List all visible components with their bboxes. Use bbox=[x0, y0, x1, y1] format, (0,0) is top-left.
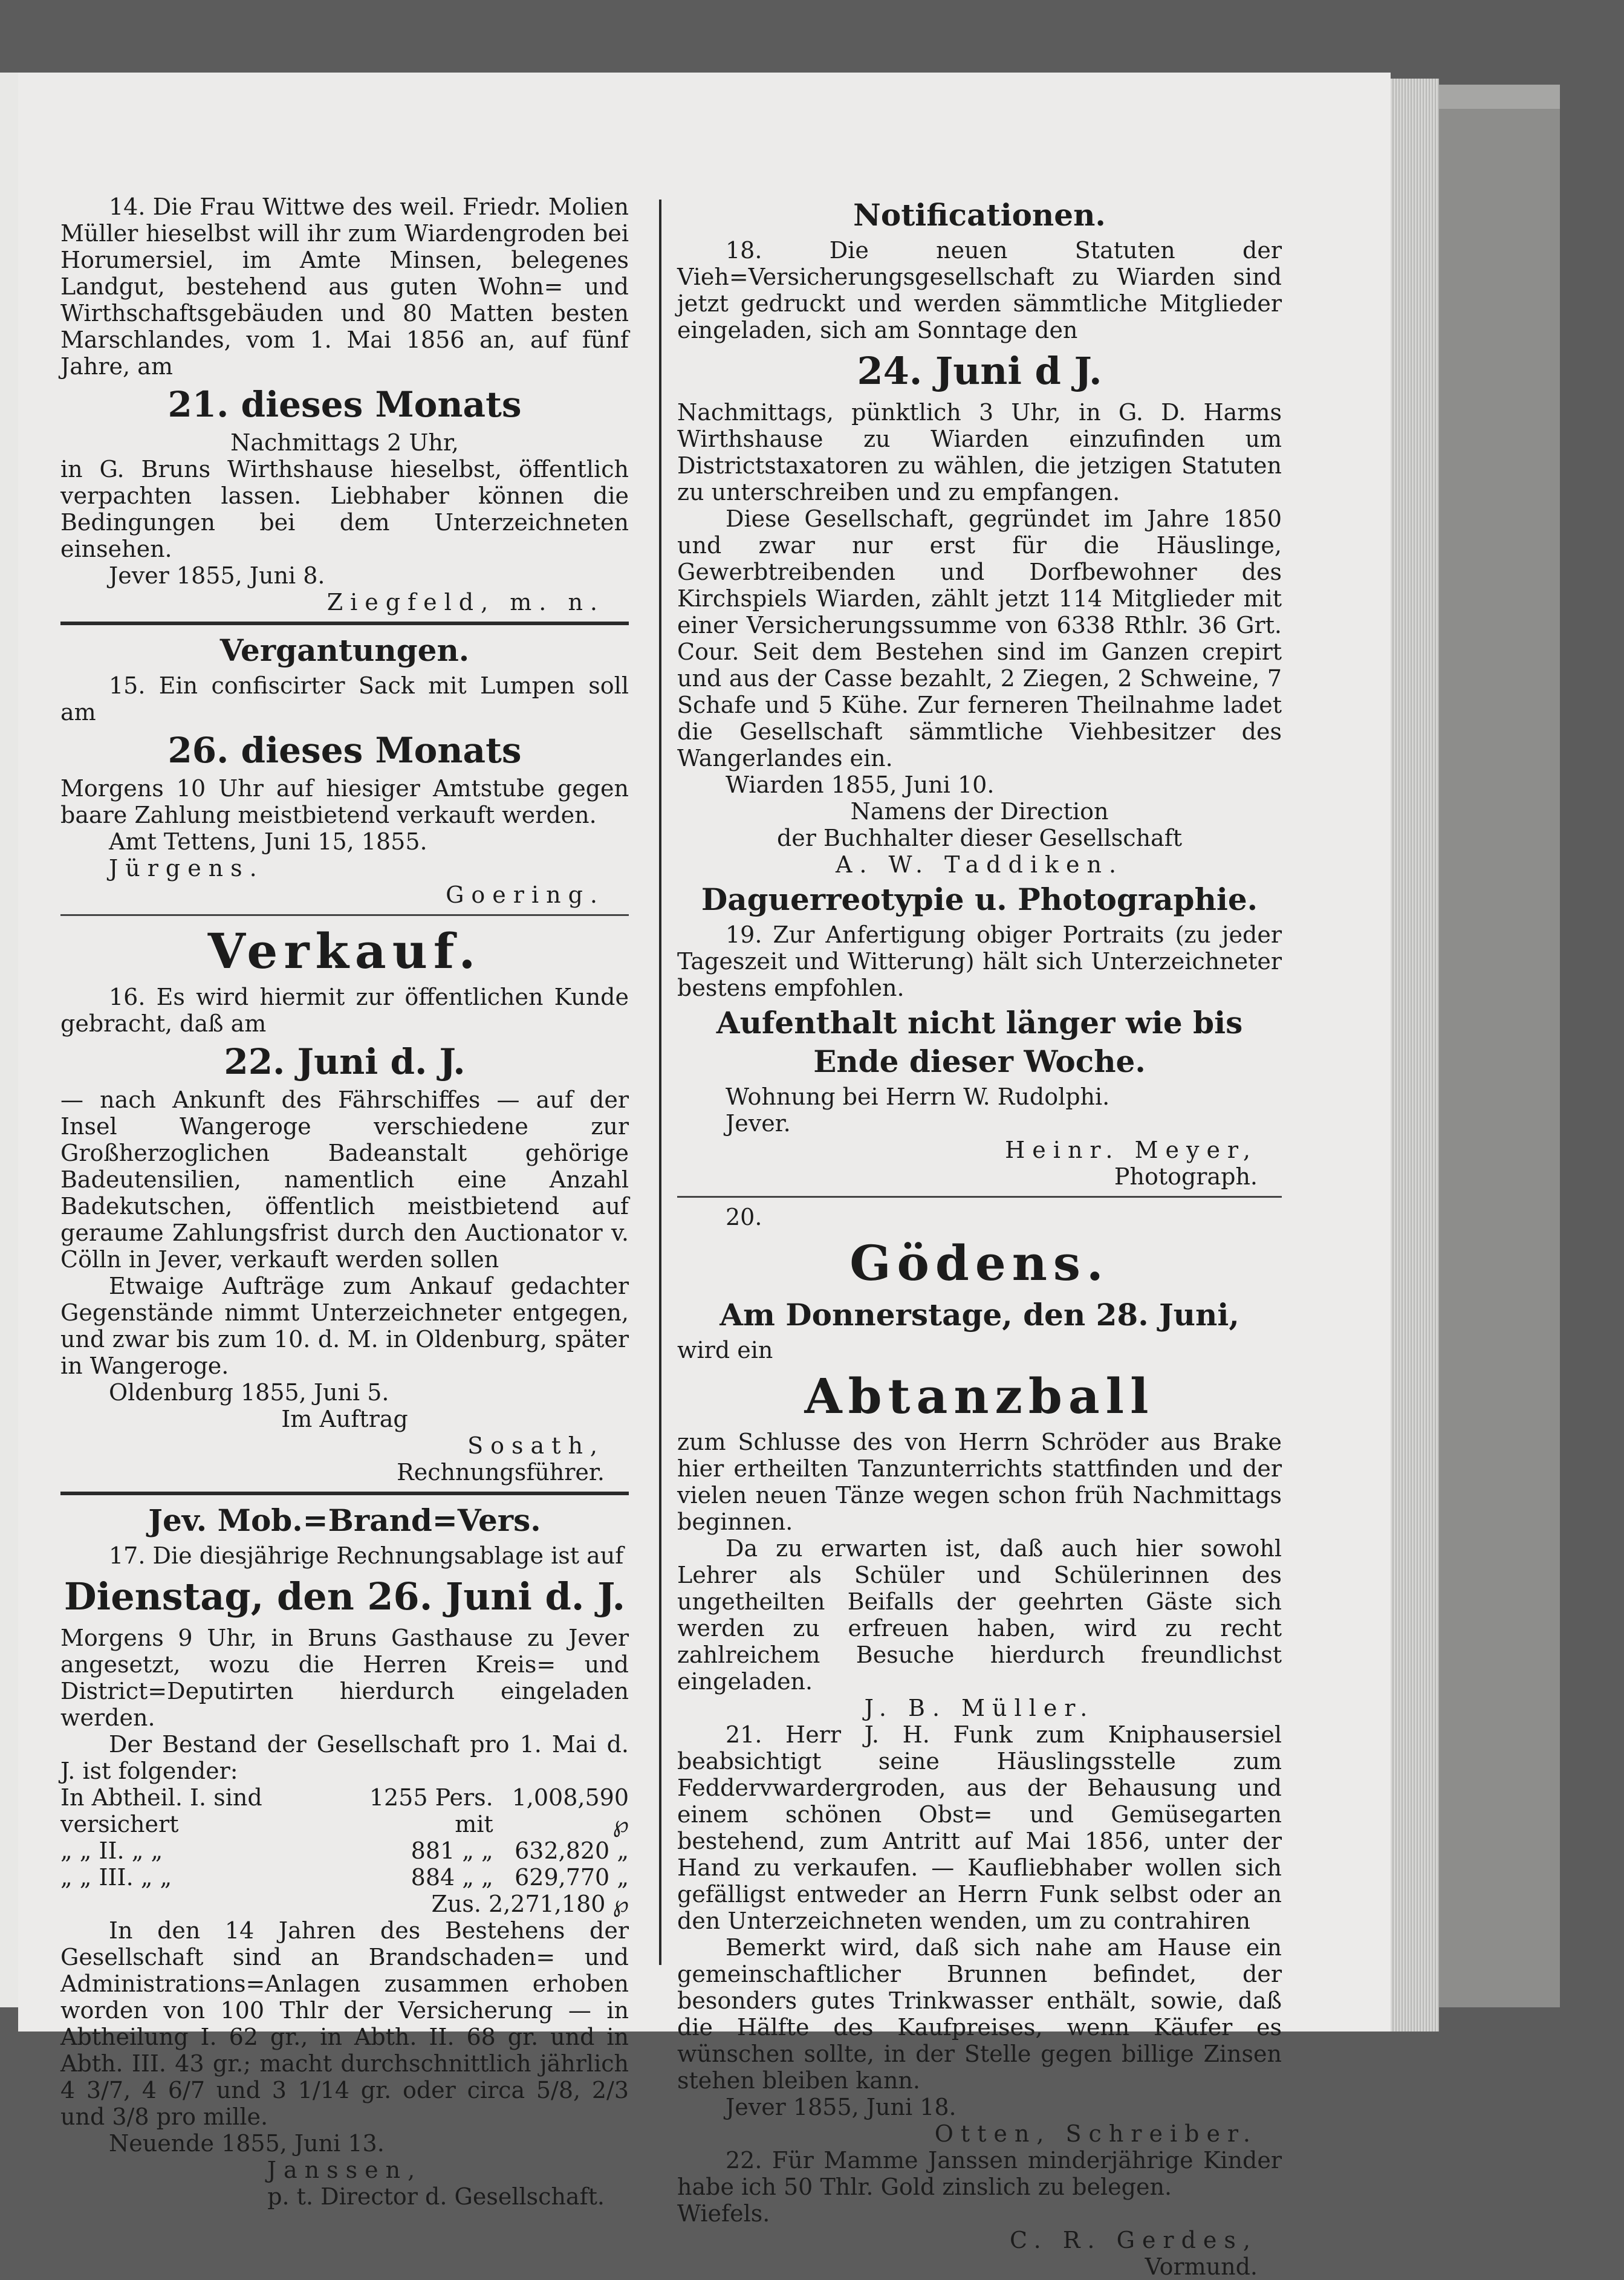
notice-22-place: Wiefels. bbox=[677, 2200, 770, 2227]
notice-15-text: 15. Ein confiscirter Sack mit Lumpen soll am bbox=[60, 672, 629, 726]
table-cell: 881 „ „ bbox=[411, 1837, 493, 1864]
table-cell: In Abtheil. I. sind versichert bbox=[60, 1784, 262, 1837]
left-column bbox=[60, 193, 629, 2210]
notice-19-address: Wohnung bei Herrn W. Rudolphi. bbox=[726, 1083, 1110, 1110]
notice-17-signature-1: Janssen, bbox=[267, 2157, 423, 2183]
insurance-table bbox=[60, 1784, 629, 1891]
notice-14-time: Nachmittags 2 Uhr, bbox=[230, 429, 459, 456]
notice-16-text3: Etwaige Aufträge zum Ankauf gedachter Gegenstände nimmt Unterzeichneter entgegen, und zwar bis zum 10. d. M. in Oldenburg, später in Wangeroge. bbox=[60, 1273, 629, 1379]
notice-17-text: 17. Die diesjährige Rechnungsablage ist auf bbox=[109, 1542, 624, 1569]
notice-14-signature: Ziegfeld, m. n. bbox=[326, 589, 605, 615]
notice-19-highlight: Aufenthalt nicht länger wie bis Ende dieser Woche. bbox=[716, 1005, 1243, 1079]
table-cell: „ „ II. „ „ bbox=[60, 1837, 163, 1864]
book-fore-edge bbox=[1391, 79, 1439, 2032]
notice-14-date: 21. dieses Monats bbox=[167, 384, 522, 425]
notice-18-signature-1: Namens der Direction bbox=[850, 798, 1109, 825]
notice-17-place: Neuende 1855, Juni 13. bbox=[109, 2130, 385, 2157]
notice-21-place: Jever 1855, Juni 18. bbox=[726, 2094, 957, 2120]
section-rule bbox=[677, 1196, 1282, 1198]
table-row bbox=[60, 1837, 629, 1864]
notice-18-text3: Diese Gesellschaft, gegründet im Jahre 1850 und zwar nur erst für die Häuslinge, Gewerbtreibenden und Dorfbewohner des Kirchspiels Wiarden, zählt jetzt 114 Mitglieder mit einer Versicherungssumme von 6338 Rthlr. 36 Grt. Cour. Seit dem Bestehen sind im Ganzen crepirt und aus der Casse bezahlt, 2 Ziegen, 2 Schweine, 7 Schafe und 5 Kühe. Zur ferneren Theilnahme ladet die Gesellschaft sämmtliche Viehbesitzer des Wangerlandes ein. bbox=[677, 505, 1282, 771]
notice-22-signature-2: Vormund. bbox=[1145, 2253, 1258, 2280]
notice-14-place: Jever 1855, Juni 8. bbox=[109, 562, 325, 589]
notice-19-text: 19. Zur Anfertigung obiger Portraits (zu jeder Tageszeit und Witterung) hält sich Unterzeichneter bestens empfohlen. bbox=[677, 921, 1282, 1001]
notice-18-signature-2: der Buchhalter dieser Gesellschaft bbox=[776, 825, 1183, 851]
notice-16-signature-3: Rechnungsführer. bbox=[397, 1459, 605, 1486]
notice-20-title: Gödens. bbox=[849, 1235, 1109, 1291]
notice-18-text2: Nachmittags, pünktlich 3 Uhr, in G. D. Harms Wirthshause zu Wiarden einzufinden um Districtstaxatoren zu wählen, die jetzigen Statuten zu unterschreiben und zu empfangen. bbox=[677, 399, 1282, 505]
notice-15-text2: Morgens 10 Uhr auf hiesiger Amtstube gegen baare Zahlung meistbietend verkauft werden. bbox=[60, 775, 629, 828]
notice-14-text: 14. Die Frau Wittwe des weil. Friedr. Molien Müller hieselbst will ihr zum Wiardengroden bei Horumersiel, im Amte Minsen, belegenes Landgut, bestehend aus guten Wohn= und Wirthschaftsgebäuden und 80 Matten besten Marschlandes, vom 1. Mai 1856 an, auf fünf Jahre, am bbox=[60, 193, 629, 380]
notice-16-signature-1: Im Auftrag bbox=[281, 1406, 408, 1432]
section-heading-notificationen: Notificationen. bbox=[853, 197, 1106, 233]
notice-20-pre: wird ein bbox=[677, 1337, 773, 1363]
notice-20-number: 20. bbox=[726, 1204, 762, 1230]
notice-20-text2: Da zu erwarten ist, daß auch hier sowohl Lehrer als Schüler und Schülerinnen des ungetheilten Beifalls der geehrten Gäste sich werden zu erfreuen haben, wird zu recht zahlreichem Besuche hierdurch freundlichst eingeladen. bbox=[677, 1535, 1282, 1695]
section-rule bbox=[60, 914, 629, 916]
notice-19-place: Jever. bbox=[726, 1110, 791, 1137]
notice-17-text4: In den 14 Jahren des Bestehens der Gesellschaft sind an Brandschaden= und Administrations=Anlagen zusammen erhoben worden von 100 Thlr der Versicherung — in Abtheilung I. 62 gr., in Abth. II. 68 gr. und in Abth. III. 43 gr.; macht durchschnittlich jährlich 4 3/7, 4 6/7 und 3 1/14 gr. oder circa 5/8, 2/3 und 3/8 pro mille. bbox=[60, 1917, 629, 2130]
left-page-edge bbox=[0, 73, 18, 2007]
section-rule bbox=[60, 1492, 629, 1495]
notice-15-signature-2: Goering. bbox=[446, 882, 605, 908]
column-divider bbox=[659, 200, 661, 1965]
notice-21-text2: Bemerkt wird, daß sich nahe am Hause ein gemeinschaftlicher Brunnen befindet, der besonders gutes Trinkwasser enthält, sowie, daß die Hälfte des Kaufpreises, wenn Käufer es wünschen sollte, in der Stelle gegen billige Zinsen stehen bleiben kann. bbox=[677, 1934, 1282, 2094]
notice-14-text2: in G. Bruns Wirthshause hieselbst, öffentlich verpachten lassen. Liebhaber können die Bedingungen bei dem Unterzeichneten einsehen. bbox=[60, 456, 629, 562]
table-cell: „ „ III. „ „ bbox=[60, 1864, 172, 1891]
notice-15-signature-1: Jürgens. bbox=[109, 855, 264, 882]
section-heading-verkauf: Verkauf. bbox=[207, 923, 482, 979]
notice-16-text: 16. Es wird hiermit zur öffentlichen Kunde gebracht, daß am bbox=[60, 984, 629, 1037]
notice-18-date: 24. Juni d J. bbox=[857, 349, 1102, 393]
notice-20-signature: J. B. Müller. bbox=[864, 1695, 1095, 1721]
book-cover-spine bbox=[1439, 85, 1560, 2007]
notice-19-signature-1: Heinr. Meyer, bbox=[1005, 1137, 1258, 1163]
notice-20-text: zum Schlusse des von Herrn Schröder aus Brake hier ertheilten Tanzunterrichts stattfinden und der vielen neuen Tänze wegen schon früh Nachmittags beginnen. bbox=[677, 1429, 1282, 1535]
notice-20-event: Abtanzball bbox=[804, 1368, 1155, 1424]
notice-16-date: 22. Juni d. J. bbox=[224, 1041, 466, 1082]
book-cover-band bbox=[1439, 85, 1560, 109]
section-heading-vergantungen: Vergantungen. bbox=[219, 632, 470, 668]
table-cell: 1,008,590 ℘ bbox=[512, 1784, 629, 1837]
notice-17-text3: Der Bestand der Gesellschaft pro 1. Mai d. J. ist folgender: bbox=[60, 1731, 629, 1784]
notice-18-text: 18. Die neuen Statuten der Vieh=Versicherungsgesellschaft zu Wiarden sind jetzt gedruckt und werden sämmtliche Mitglieder eingeladen, sich am Sonntage den bbox=[677, 237, 1282, 343]
notice-18-place: Wiarden 1855, Juni 10. bbox=[726, 771, 995, 798]
insurance-total: Zus. 2,271,180 ℘ bbox=[431, 1891, 629, 1917]
notice-20-date: Am Donnerstage, den 28. Juni, bbox=[719, 1297, 1239, 1333]
notice-17-text2: Morgens 9 Uhr, in Bruns Gasthause zu Jever angesetzt, wozu die Herren Kreis= und District=Deputirten hierdurch eingeladen werden. bbox=[60, 1625, 629, 1731]
notice-17-date: Dienstag, den 26. Juni d. J. bbox=[63, 1574, 626, 1619]
notice-21-text: 21. Herr J. H. Funk zum Kniphausersiel beabsichtigt seine Häuslingsstelle zum Feddervwardergroden, aus der Behausung und einem schönen Obst= und Gemüsegarten bestehend, zum Antritt auf Mai 1856, unter der Hand zu verkaufen. — Kaufliebhaber wollen sich gefälligst entweder an Herrn Funk selbst oder an den Unterzeichneten wenden, um zu contrahiren bbox=[677, 1721, 1282, 1934]
table-cell: 629,770 „ bbox=[515, 1864, 629, 1891]
table-row bbox=[60, 1864, 629, 1891]
notice-16-signature-2: Sosath, bbox=[467, 1432, 605, 1459]
notice-16-place: Oldenburg 1855, Juni 5. bbox=[109, 1379, 389, 1406]
table-row bbox=[60, 1784, 629, 1837]
section-heading-brandversicherung: Jev. Mob.=Brand=Vers. bbox=[148, 1502, 541, 1538]
right-column bbox=[677, 193, 1282, 2280]
table-cell: 1255 Pers. mit bbox=[369, 1784, 493, 1837]
notice-19-signature-2: Photograph. bbox=[1114, 1163, 1258, 1190]
notice-22-text: 22. Für Mamme Janssen minderjährige Kinder habe ich 50 Thlr. Gold zinslich zu belegen. bbox=[677, 2147, 1282, 2200]
table-cell: 632,820 „ bbox=[515, 1837, 629, 1864]
section-rule bbox=[60, 622, 629, 625]
notice-15-place: Amt Tettens, Juni 15, 1855. bbox=[109, 828, 427, 855]
notice-15-date: 26. dieses Monats bbox=[167, 730, 522, 771]
notice-22-signature-1: C. R. Gerdes, bbox=[1009, 2227, 1258, 2253]
table-cell: 884 „ „ bbox=[411, 1864, 493, 1891]
section-heading-daguerreotypie: Daguerreotypie u. Photographie. bbox=[701, 882, 1258, 917]
notice-21-signature: Otten, Schreiber. bbox=[934, 2120, 1258, 2147]
notice-18-signature-3: A. W. Taddiken. bbox=[835, 851, 1124, 878]
notice-16-text2: — nach Ankunft des Fährschiffes — auf der Insel Wangeroge verschiedene zur Großherzoglichen Badeanstalt gehörige Badeutensilien, namentlich eine Anzahl Badekutschen, öffentlich meistbietend auf geraume Zahlungsfrist durch den Auctionator v. Cölln in Jever, verkauft werden sollen bbox=[60, 1086, 629, 1273]
notice-17-signature-2: p. t. Director d. Gesellschaft. bbox=[267, 2183, 605, 2210]
